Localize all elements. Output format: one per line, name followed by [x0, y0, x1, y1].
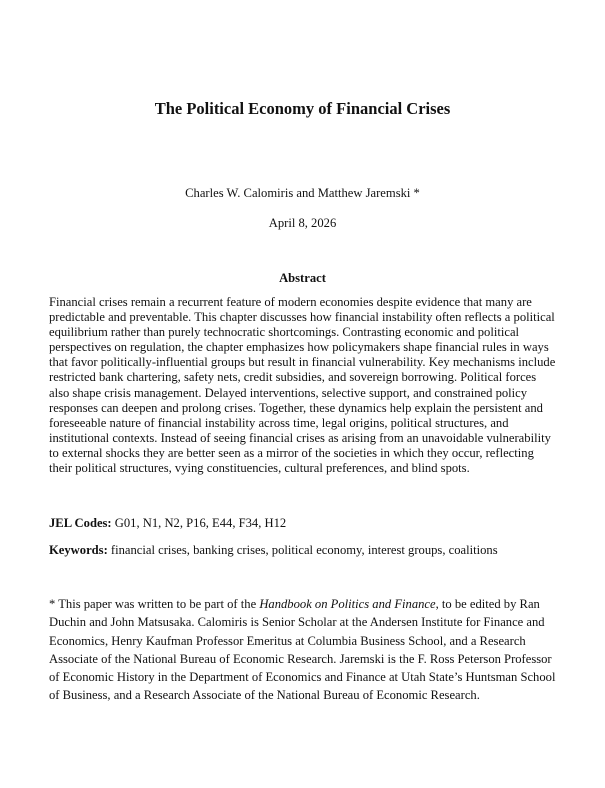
jel-codes-value: G01, N1, N2, P16, E44, F34, H12 [111, 516, 287, 530]
author-footnote [49, 595, 559, 705]
abstract-heading: Abstract [279, 271, 326, 285]
paper-title: The Political Economy of Financial Crises [154, 99, 451, 118]
handbook-title: Handbook on Politics and Finance [259, 597, 436, 611]
abstract-body: Financial crises remain a recurrent feature of modern economies despite evidence that many are predictable and preventable. This chapter discusses how financial instability often reflects a political equilibrium rather than purely technocratic shortcomings. Contrasting economic and political perspectives on regulation, the chapter emphasizes how policymakers shape financial rules in ways that favor politically-influential groups but result in financial vulnerability. Key mechanisms include restricted bank chartering, safety nets, credit subsidies, and sovereign borrowing. Political forces also shape crisis management. Delayed interventions, selective support, and constrained policy responses can deepen and prolong crises. Together, these dynamics help explain the persistent and foreseeable nature of financial instability across time, legal origins, political structures, and institutional contexts. Instead of seeing financial crises as arising from an unavoidable vulnerability to external shocks they are better seen as a mirror of the societies in which they occur, reflecting their political structures, vying constituencies, cultural preferences, and blind spots. [49, 295, 556, 476]
paper-authors: Charles W. Calomiris and Matthew Jaremski * [185, 186, 420, 200]
paper-date: April 8, 2026 [268, 216, 337, 230]
keywords-value: financial crises, banking crises, political economy, interest groups, coalitions [107, 543, 498, 557]
keywords-label: Keywords: [49, 543, 108, 557]
footnote-text-start: * This paper was written to be part of the [49, 597, 260, 611]
jel-codes-label: JEL Codes: [49, 516, 112, 530]
footnote-text-rest: , to be edited by Ran Duchin and John Matsusaka. Calomiris is Senior Scholar at the Andersen Institute for Finance and Economics, Henry Kaufman Professor Emeritus at Columbia Business School, and a Research Associate of the National Bureau of Economic Research. Jaremski is the F. Ross Peterson Professor of Economic History in the Department of Economics and Finance at Utah State’s Huntsman School of Business, and a Research Associate of the National Bureau of Economic Research. [49, 597, 556, 703]
keywords [49, 542, 569, 558]
jel-codes [49, 515, 559, 531]
